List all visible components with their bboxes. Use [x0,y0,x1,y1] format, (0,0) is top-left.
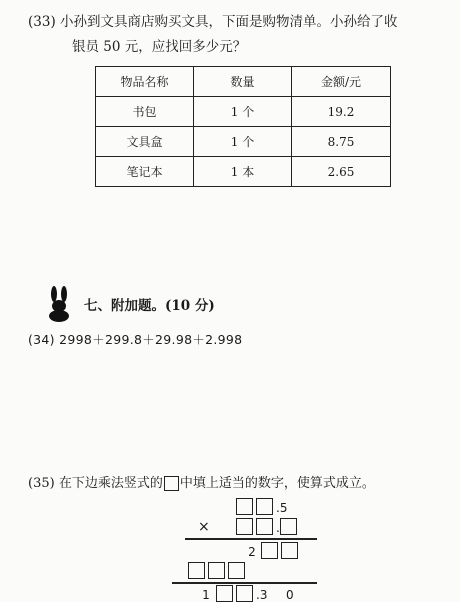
multiplicand-row [236,498,287,515]
product-row [196,585,294,602]
table-row [96,157,391,187]
digit: 0 [286,588,294,602]
table-header-row [96,67,391,97]
multiplier-row [198,518,300,535]
table-cell: 19.2 [292,97,391,127]
expression: 2998＋299.8＋29.98＋2.998 [59,332,243,347]
digit: 2 [248,545,256,559]
blank-box[interactable] [261,542,278,559]
question-text-after: 中填上适当的数字，使算式成立。 [179,476,375,491]
table-cell: 书包 [96,97,194,127]
table-cell: 1 个 [194,127,292,157]
digit: 1 [202,588,210,602]
table-cell: 8.75 [292,127,391,157]
blank-box[interactable] [236,585,253,602]
calc-line [172,582,317,584]
table-header: 数量 [194,67,292,97]
blank-box-icon [164,476,179,491]
blank-box[interactable] [256,498,273,515]
table-row [96,127,391,157]
table-cell: 笔记本 [96,157,194,187]
table-cell: 2.65 [292,157,391,187]
table-header: 金额/元 [292,67,391,97]
blank-box[interactable] [188,562,205,579]
question-number: (34) [28,332,55,347]
question-33-line1 [28,10,448,35]
digit: .5 [276,501,288,515]
question-34 [28,330,242,348]
table-header: 物品名称 [96,67,194,97]
table-cell: 1 本 [194,157,292,187]
question-text: 小孙到文具商店购买文具，下面是购物清单。小孙给了收 [60,14,398,30]
times-sign: × [198,519,210,535]
blank-box[interactable] [216,585,233,602]
blank-box[interactable] [280,518,297,535]
question-number: (35) [28,476,55,491]
blank-box[interactable] [208,562,225,579]
partial-product-1 [243,542,301,559]
rabbit-silhouette-icon [44,286,74,322]
blank-box[interactable] [236,518,253,535]
section-7-heading [44,286,215,322]
digit: .3 [256,588,268,602]
blank-box[interactable] [281,542,298,559]
blank-box[interactable] [256,518,273,535]
section-title: 七、附加题。(10 分) [84,298,215,314]
table-cell: 1 个 [194,97,292,127]
blank-box[interactable] [228,562,245,579]
partial-product-2 [188,562,248,579]
digit: . [276,521,280,535]
question-33-line2: 银员 50 元，应找回多少元？ [72,39,247,55]
table-row [96,97,391,127]
blank-box[interactable] [236,498,253,515]
calc-line [185,538,317,540]
table-cell: 文具盒 [96,127,194,157]
question-33 [28,10,448,60]
question-text-before: 在下边乘法竖式的 [58,476,163,491]
question-35 [28,472,375,491]
shopping-list-table [95,66,391,187]
question-number: (33) [28,14,56,30]
